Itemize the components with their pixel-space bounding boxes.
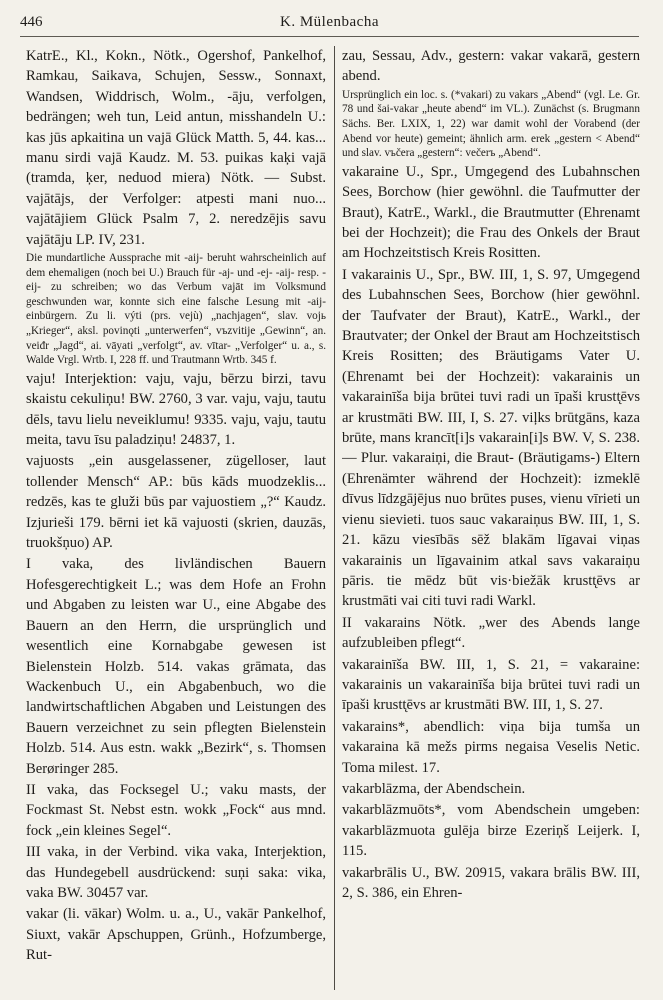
entry-vakarainis-2: II vakarains Nötk. „wer des Abends lange aufzubleiben pflegt“. — [342, 614, 640, 652]
entry-vajat-cont: KatrE., Kl., Kokn., Nötk., Ogershof, Pankelhof, Ramkau, Saikava, Schujen, Sessw., Sonnaxt, Wandsen, Widdrisch, Wolm., -āju, verfolgen, bedrängen; weh tun, Leid antun, misshandeln U.: kas jūs apkaitina un vajā Glück Matth. 5, 44. kas... manu sirdi vajā Kaudz. M. 53. puikas kaķi vajā (tramda, ķer, neduod miera) Nötk. — Subst. vajātājs, der Verfolger: atpesti mani nuo... vajātājiem Glück Psalm 7, 2. neredzējis savu vajātāju LP. IV, 231. — [26, 48, 326, 248]
entry-vakarblazma: vakarblāzma, der Abendschein. — [342, 780, 526, 797]
entry-vakaraine: vakaraine U., Spr., Umgegend des Lubahnschen Sees, Borchow (hier gewöhnl. die Taufmutter der Braut), KatrE., Warkl., die Brautmutter (Ehrenamt bei der Hochzeit); die Frau des Onkels der Braut am Hochzeitstisch Kreis Rositten. — [342, 163, 640, 262]
entry-vakarainisa: vakarainīša BW. III, 1, S. 21, = vakaraine: vakarainis un vakarainīša bija brūtei tuvi radi un īpaši krustt̨ēvs ar krustmāti BW. III, 1, S. 27. — [342, 656, 640, 714]
page-header — [20, 10, 639, 37]
entry-vajuosts: vajuosts „ein ausgelassener, zügelloser, laut tollender Mensch“ AP.: būs kāds muodzeklis... redzēs, kas te gluži būs par vajuostiem „?“ Kaudz. Izjurieši 179. bērni iet kā vajuosti (skrien, dauzās, truokšņuo) AP. — [26, 453, 326, 552]
entry-vakarainis-1: I vakarainis U., Spr., BW. III, 1, S. 97, Umgegend des Lubahnschen Sees, Borchow (hier gewöhnl. der Taufvater der Braut), KatrE., Warkl., der Brautvater; der Onkel der Braut am Hochzeitstisch Kreis Rositten; des Bräutigams Vater U. (Ehrenamt bei der Hochzeit): vakarainis un vakarainīša bija brūtei tuvi radi un īpaši krustt̨ēvs ar krustmāti BW. III, I, S. 27. viļks brūtgāns, kaza brūte, mans krancīt[i]s vakarain[i]s BW. V, S. 238. — Plur. vakaraiņi, die Braut- (Bräutigams-) Eltern (Ehrenämter während der Hochzeit): izmeklē dīvus līdzgājējus nuo brūtes puses, vienu vīrieti un vienu sievieti. tuos sauc vakaraiņus BW. III, 1, S. 21. kāzu viesībās sēž blakām līgavai viņas vakarainis un līgavainim atkal savs vakaraiņu pāris. tie mēdz būt vis·biežāk krustt̨ēvs ar krustmāti vai citi tuvi radi Warkl. — [342, 266, 640, 610]
entry-vakar: vakar (li. vākar) Wolm. u. a., U., vakār Pankelhof, Siuxt, vakār Apschuppen, Grünh., Hofzumberge, Rut- — [26, 906, 326, 964]
column-divider — [334, 46, 335, 990]
entry-vakarains: vakarains*, abendlich: viņa bija tumša un vakaraina kā mežs pirms negaisa Veselis Netic. Toma milest. 17. — [342, 718, 640, 776]
entry-vaju: vaju! Interjektion: vaju, vaju, bērzu birzi, tavu skaistu cekuliņu! BW. 2760, 3 var. vaju, vaju, tautu dēls, tavu lielu neveiklumu! 9335. vaju, vaju, tautu meita, tavu īsu paladziņu! 24837, 1. — [26, 370, 326, 449]
page-number: 446 — [20, 14, 43, 30]
entry-vakarblazmuots: vakarblāzmuōts*, vom Abendschein umgeben: vakarblāzmuota gulēja birze Ezeriņš Leijerk. I, 115. — [342, 802, 640, 860]
entry-vaka-3: III vaka, in der Verbind. vika vaka, Interjektion, das Hundegebell ausdrückend: suņi saka: vika, vaka BW. 30457 var. — [26, 844, 326, 901]
etymology-note-vajat: Die mundartliche Aussprache mit -aij- beruht wahrscheinlich auf dem ehemaligen (noch bei U.) Brauch für -aj- und -ej- -aij- resp. -eij- zu schreiben; wo das Verbum vajāt im Volksmund geschwunden war, konnte sich eine falsche Lesung mit -aij- einbürgern. Zu li. výti (prs. vejù) „nachjagen“, slav. vojь „Krieger“, aksl. povinǫti „unterwerfen“, vъzvitije „Gewinn“, an. veiđr „Jagd“, ai. vāyati „verfolgt“, av. vītar- „Verfolger“ u. a., s. Walde Vrgl. Wrtb. I, 228 ff. und Trautmann Wrtb. 345 f. — [26, 252, 326, 367]
left-column — [26, 46, 326, 1000]
entry-vakarbralis: vakarbrālis U., BW. 20915, vakara brālis BW. III, 2, S. 386, ein Ehren- — [342, 864, 640, 901]
right-column — [342, 46, 640, 1000]
etymology-note-vakar: Ursprünglich ein loc. s. (*vakari) zu vakars „Abend“ (vgl. Le. Gr. 78 und šai-vakar „heute abend“ im VL.). Zunächst (s. Brugmann Sächs. Ber. LXIX, 1, 22) war damit wohl der Vorabend (der Abend vor heute) gemeint; ähnlich arm. erek „gestern < Abend“ und slav. vъčera „gestern“: večerъ „Abend“. — [342, 88, 640, 160]
running-title: K. Mülenbacha — [280, 14, 379, 30]
entry-vaka-1: I vaka, des livländischen Bauern Hofesgerechtigkeit L.; was dem Hofe an Frohn und Abgaben zu leisten war U., eine Abgabe des Bauern an den Herrn, die ursprünglich und wesentlich eine Kornabgabe gewesen ist Bielenstein Holzb. 514. vakas grāmata, das Wackenbuch U., ein Abgabenbuch, wo die landwirtschaftlichen Abgaben und Leistungen des Bauern verzeichnet zu sein pflegten Bielenstein Holzb. 514. Aus estn. wakk „Bezirk“, s. Thomsen Berøringer 285. — [26, 556, 326, 777]
entry-vaka-2: II vaka, das Focksegel U.; vaku masts, der Fockmast St. Nebst estn. wokk „Fock“ aus mnd. fock „ein kleines Segel“. — [26, 781, 326, 839]
entry-vakar-cont: zau, Sessau, Adv., gestern: vakar vakarā, gestern abend. — [342, 48, 640, 85]
